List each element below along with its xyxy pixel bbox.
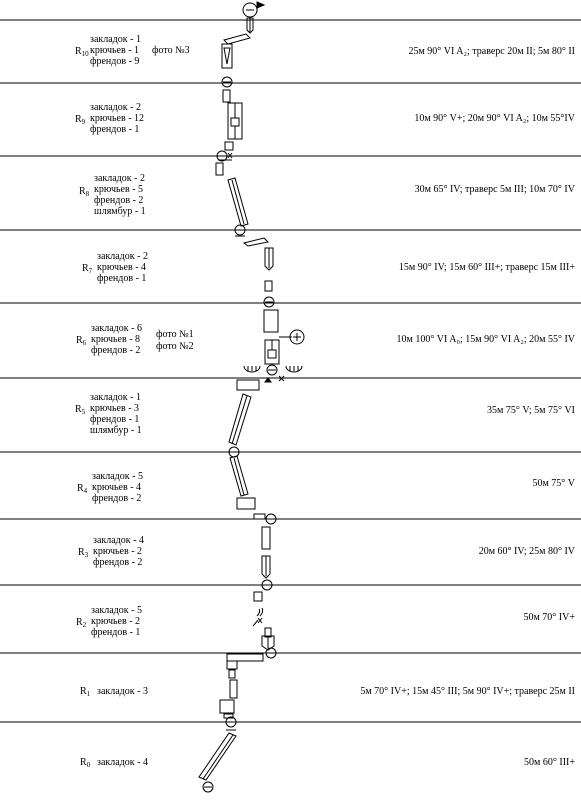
gear-item: крючьев - 12 — [90, 113, 145, 124]
gear-item: френдов - 2 — [91, 345, 141, 356]
pitch-grade-r2: 50м 70° IV+ — [523, 612, 575, 623]
ledge-icon — [227, 654, 263, 661]
gear-list-r4 — [92, 471, 143, 504]
gear-item: закладок - 2 — [97, 251, 148, 262]
gear-item: крючьев - 4 — [97, 262, 147, 273]
slab-icon — [224, 34, 250, 44]
nut-icon — [229, 670, 235, 678]
piton-icon — [254, 514, 265, 519]
pitch-label-r4: $R_4$ — [77, 483, 88, 495]
gear-item: френдов - 2 — [93, 557, 143, 568]
pitch-grade-r8: 30м 65° IV; траверс 5м III; 10м 70° IV — [414, 184, 575, 195]
pitch-label-r0: $R_0$ — [80, 757, 91, 769]
pitch-grade-r7: 15м 90° IV; 15м 60° III+; траверс 15м III+ — [398, 262, 575, 273]
pitch-grade-r4: 50м 75° V — [532, 478, 575, 489]
gear-item: крючьев - 2 — [93, 546, 143, 557]
gear-list-r9 — [90, 102, 144, 135]
nut-icon — [225, 142, 233, 150]
pitch-label-r5: $R_5$ — [75, 404, 86, 416]
nut-icon — [223, 90, 230, 102]
nut-icon — [254, 592, 262, 601]
photo-ref: фото №2 — [156, 341, 194, 352]
pitch-grade-r6: 10м 100° VI A₀; 15м 90° VI A₂; 20м 55° IV — [396, 334, 575, 345]
gear-item: френдов - 1 — [90, 124, 140, 135]
gear-item: закладок - 5 — [92, 471, 143, 482]
bolt-icon — [258, 618, 262, 623]
slab-icon — [199, 733, 236, 780]
pitch-label-r3: $R_3$ — [78, 547, 89, 559]
pitch-label-r8: $R_8$ — [79, 186, 90, 198]
gear-list-r2 — [91, 605, 142, 638]
pitch-label-r10: $R_{10}$ — [75, 46, 89, 58]
gear-item: френдов - 2 — [94, 195, 144, 206]
nut-icon — [216, 163, 223, 175]
crack-icon — [262, 527, 270, 549]
gear-list-r0 — [97, 757, 148, 768]
gear-list-r10 — [90, 34, 141, 67]
gear-item: френдов - 9 — [90, 56, 140, 67]
ledge-icon — [237, 380, 259, 390]
pitch-grade-r9: 10м 90° V+; 20м 90° VI A₂; 10м 55°IV — [414, 113, 575, 124]
crack-icon — [230, 680, 237, 698]
pitch-label-r2: $R_2$ — [76, 617, 87, 629]
gear-item: крючьев - 4 — [92, 482, 142, 493]
gear-list-r6 — [91, 323, 142, 356]
gear-item: крючьев - 3 — [90, 403, 140, 414]
photo-ref: фото №1 — [156, 329, 194, 340]
gear-list-r7 — [97, 251, 148, 284]
pitch-grade-r3: 20м 60° IV; 25м 80° IV — [478, 546, 575, 557]
pitch-label-r1: $R_1$ — [80, 686, 91, 698]
gear-item: френдов - 1 — [90, 414, 140, 425]
pitch-grade-r0: 50м 60° III+ — [524, 757, 575, 768]
gear-list-r1 — [97, 686, 148, 697]
photo-ref: фото №3 — [152, 45, 190, 56]
pitch-grade-r10: 25м 90° VI A₂; траверс 20м II; 5м 80° II — [408, 46, 575, 57]
gear-item: френдов - 1 — [91, 627, 141, 638]
pitch-grade-r5: 35м 75° V; 5м 75° VI — [487, 405, 575, 416]
gear-item: крючьев - 5 — [94, 184, 144, 195]
gear-item: закладок - 1 — [90, 34, 141, 45]
ledge-icon — [237, 498, 255, 509]
gear-list-r5 — [90, 392, 142, 436]
gear-item: закладок - 3 — [97, 686, 148, 697]
piton-icon — [265, 378, 271, 382]
ledge-icon — [244, 238, 268, 246]
pitch-label-r6: $R_6$ — [76, 335, 87, 347]
crack-icon — [264, 310, 278, 332]
pitch-label-r9: $R_9$ — [75, 114, 86, 126]
gear-item: шлямбур - 1 — [94, 206, 146, 217]
gear-item: крючьев - 8 — [91, 334, 141, 345]
gear-item: закладок - 2 — [94, 173, 145, 184]
gear-item: крючьев - 1 — [90, 45, 140, 56]
gear-list-r8 — [94, 173, 146, 217]
gear-item: крючьев - 2 — [91, 616, 141, 627]
gear-item: френдов - 2 — [92, 493, 142, 504]
gear-item: закладок - 1 — [90, 392, 141, 403]
gear-item: закладок - 2 — [90, 102, 141, 113]
crack-icon — [257, 608, 263, 616]
gear-item: закладок - 6 — [91, 323, 142, 334]
gear-list-r3 — [93, 535, 144, 568]
gear-item: шлямбур - 1 — [90, 425, 142, 436]
pitch-label-r7: $R_7$ — [82, 263, 93, 275]
gear-item: закладок - 5 — [91, 605, 142, 616]
gear-item: френдов - 1 — [97, 273, 147, 284]
pitch-grade-r1: 5м 70° IV+; 15м 45° III; 5м 90° IV+; траверс 25м II — [360, 686, 575, 697]
gear-item: закладок - 4 — [93, 535, 144, 546]
gear-item: закладок - 4 — [97, 757, 148, 768]
